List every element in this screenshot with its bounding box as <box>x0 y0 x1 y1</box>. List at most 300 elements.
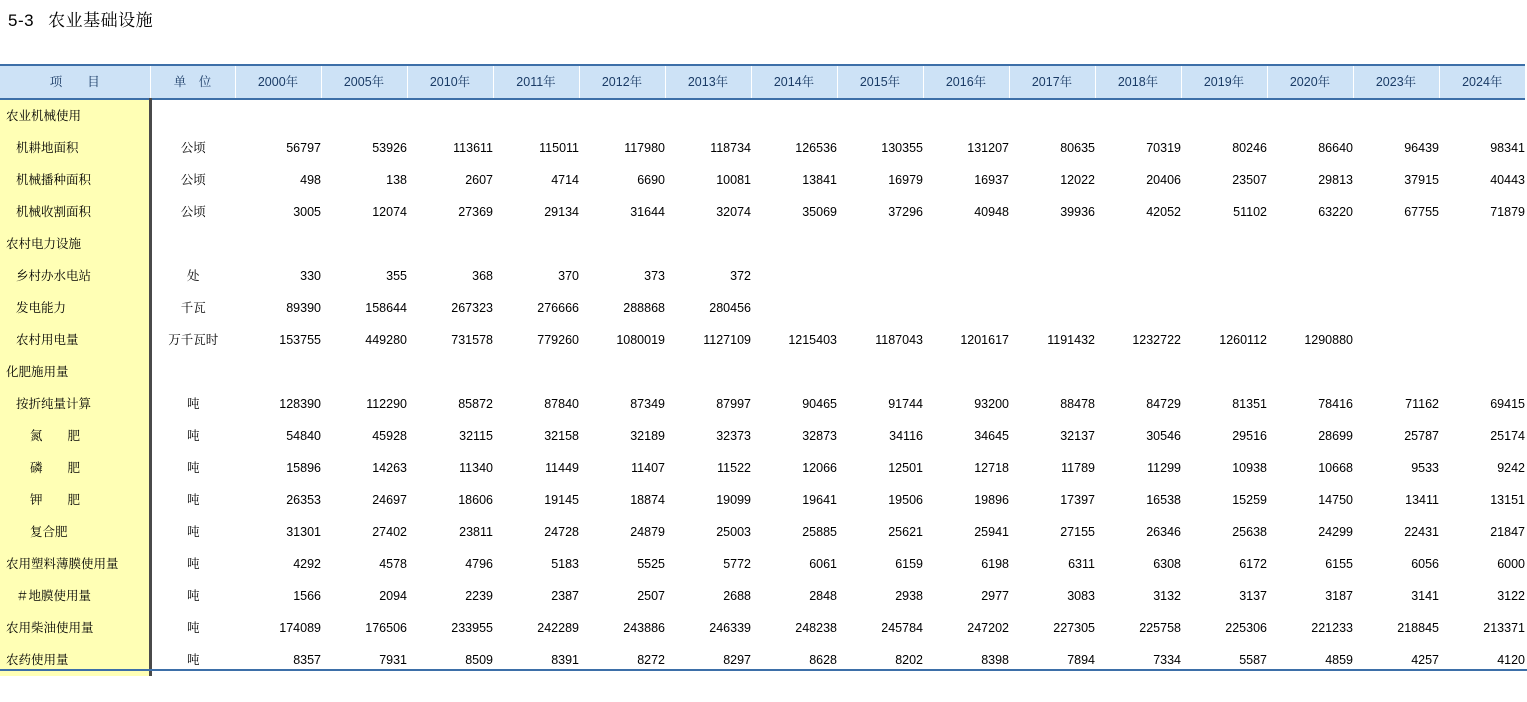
row-value: 4859 <box>1325 653 1353 667</box>
col-header-item: 项 目 <box>0 65 150 99</box>
page-title <box>8 6 153 31</box>
row-value <box>923 99 1009 132</box>
row-value: 243886 <box>623 621 665 635</box>
row-value: 32158 <box>544 429 579 443</box>
row-value: 5587 <box>1239 653 1267 667</box>
row-value: 32115 <box>459 429 493 443</box>
row-value: 11299 <box>1147 461 1181 475</box>
row-value <box>1353 356 1439 388</box>
col-header-2024: 2024年 <box>1439 65 1525 99</box>
col-header-2013: 2013年 <box>665 65 751 99</box>
row-value <box>321 228 407 260</box>
table-row <box>0 484 1525 516</box>
row-value: 17397 <box>1060 493 1095 507</box>
row-value: 19896 <box>974 493 1009 507</box>
row-value <box>1439 324 1525 356</box>
row-value: 40948 <box>974 205 1009 219</box>
row-value: 11522 <box>717 461 751 475</box>
row-value <box>751 356 837 388</box>
row-value: 23507 <box>1232 173 1267 187</box>
row-value <box>751 260 837 292</box>
row-value: 288868 <box>623 301 665 315</box>
row-value <box>665 99 751 132</box>
row-unit: 吨 <box>186 589 200 603</box>
row-value: 23811 <box>459 525 493 539</box>
row-value: 9533 <box>1411 461 1439 475</box>
row-value: 15896 <box>286 461 321 475</box>
row-value: 71162 <box>1405 397 1439 411</box>
row-value: 34116 <box>889 429 923 443</box>
row-value <box>923 228 1009 260</box>
row-value: 6155 <box>1325 557 1353 571</box>
row-value: 3187 <box>1325 589 1353 603</box>
row-value: 3141 <box>1411 589 1439 603</box>
row-value: 32137 <box>1060 429 1095 443</box>
row-value: 1191432 <box>1047 333 1095 347</box>
row-value: 16937 <box>974 173 1009 187</box>
table-row <box>0 132 1525 164</box>
row-unit: 吨 <box>186 653 200 667</box>
row-value <box>1267 292 1353 324</box>
col-header-2023: 2023年 <box>1353 65 1439 99</box>
row-value: 24697 <box>372 493 407 507</box>
row-value <box>1439 99 1525 132</box>
row-unit: 吨 <box>186 493 200 507</box>
row-value <box>493 99 579 132</box>
row-item-label: 农用塑料薄膜使用量 <box>0 548 150 580</box>
row-value: 373 <box>644 269 665 283</box>
row-value: 96439 <box>1404 141 1439 155</box>
row-value: 13411 <box>1405 493 1439 507</box>
row-value: 89390 <box>286 301 321 315</box>
table-bottom-rule <box>0 669 1527 671</box>
row-value: 13151 <box>1490 493 1525 507</box>
row-value: 2977 <box>981 589 1009 603</box>
table-row <box>0 644 1525 676</box>
row-value: 16979 <box>888 173 923 187</box>
row-item-label: 发电能力 <box>0 292 150 324</box>
row-value: 267323 <box>451 301 493 315</box>
row-value: 34645 <box>974 429 1009 443</box>
row-value: 4292 <box>293 557 321 571</box>
row-value: 15259 <box>1232 493 1267 507</box>
row-value: 1290880 <box>1304 333 1353 347</box>
table-header <box>0 65 1525 99</box>
row-value: 6061 <box>809 557 837 571</box>
row-unit: 公顷 <box>180 205 206 219</box>
row-value: 18874 <box>630 493 665 507</box>
row-unit <box>150 228 235 260</box>
row-value: 2607 <box>465 173 493 187</box>
row-unit: 吨 <box>186 461 200 475</box>
row-value: 3005 <box>293 205 321 219</box>
row-value: 86640 <box>1318 141 1353 155</box>
row-value <box>837 228 923 260</box>
table-row <box>0 548 1525 580</box>
row-value: 8628 <box>809 653 837 667</box>
row-value <box>1181 356 1267 388</box>
row-value: 32074 <box>716 205 751 219</box>
row-value <box>1181 260 1267 292</box>
table-body <box>0 99 1525 676</box>
row-value: 6000 <box>1497 557 1525 571</box>
row-item-label: 农村电力设施 <box>0 228 150 260</box>
row-value: 78416 <box>1318 397 1353 411</box>
row-item-label: 乡村办水电站 <box>0 260 150 292</box>
row-value <box>1095 356 1181 388</box>
row-value: 70319 <box>1146 141 1181 155</box>
row-value: 117980 <box>624 141 665 155</box>
row-value: 158644 <box>365 301 407 315</box>
row-unit <box>150 99 235 132</box>
row-value: 14263 <box>372 461 407 475</box>
table-row <box>0 228 1525 260</box>
row-value <box>665 228 751 260</box>
row-value: 7334 <box>1153 653 1181 667</box>
row-value: 12074 <box>372 205 407 219</box>
row-value: 1260112 <box>1219 333 1267 347</box>
row-value: 8398 <box>981 653 1009 667</box>
table-row <box>0 356 1525 388</box>
row-unit: 吨 <box>186 525 200 539</box>
row-value: 12022 <box>1060 173 1095 187</box>
row-unit: 吨 <box>186 429 200 443</box>
row-value: 355 <box>386 269 407 283</box>
row-unit: 吨 <box>186 397 200 411</box>
row-value: 213371 <box>1483 621 1525 635</box>
row-value: 10938 <box>1232 461 1267 475</box>
row-value <box>1353 99 1439 132</box>
row-value: 174089 <box>279 621 321 635</box>
table-row <box>0 260 1525 292</box>
row-value: 18606 <box>458 493 493 507</box>
col-header-2019: 2019年 <box>1181 65 1267 99</box>
row-value: 498 <box>300 173 321 187</box>
table-row <box>0 99 1525 132</box>
row-value: 12066 <box>802 461 837 475</box>
row-value: 1080019 <box>616 333 665 347</box>
row-value: 6690 <box>637 173 665 187</box>
row-value: 6198 <box>981 557 1009 571</box>
row-value: 4257 <box>1411 653 1439 667</box>
row-value: 130355 <box>881 141 923 155</box>
col-header-2020: 2020年 <box>1267 65 1353 99</box>
row-value <box>1439 260 1525 292</box>
row-value <box>407 99 493 132</box>
row-value: 128390 <box>279 397 321 411</box>
row-value: 6056 <box>1411 557 1439 571</box>
row-value: 63220 <box>1318 205 1353 219</box>
row-value: 28699 <box>1318 429 1353 443</box>
row-value: 330 <box>300 269 321 283</box>
row-value: 2387 <box>551 589 579 603</box>
row-value <box>579 99 665 132</box>
row-value: 8357 <box>293 653 321 667</box>
row-value: 3122 <box>1497 589 1525 603</box>
row-value: 115011 <box>539 141 579 155</box>
row-value: 2507 <box>637 589 665 603</box>
row-value: 368 <box>472 269 493 283</box>
row-value: 176506 <box>365 621 407 635</box>
row-item-label: 按折纯量计算 <box>0 388 150 420</box>
row-value <box>837 99 923 132</box>
row-value: 7894 <box>1067 653 1095 667</box>
col-header-unit: 单 位 <box>150 65 235 99</box>
col-header-2010: 2010年 <box>407 65 493 99</box>
page-title-text: 农业基础设施 <box>48 11 154 30</box>
row-value: 2094 <box>379 589 407 603</box>
row-value <box>1181 292 1267 324</box>
row-value: 31644 <box>630 205 665 219</box>
row-item-label: 复合肥 <box>0 516 150 548</box>
table-row <box>0 452 1525 484</box>
row-value: 45928 <box>372 429 407 443</box>
row-value <box>1439 292 1525 324</box>
row-value: 31301 <box>286 525 321 539</box>
col-header-2018: 2018年 <box>1095 65 1181 99</box>
row-item-label: ＃地膜使用量 <box>0 580 150 612</box>
table-row <box>0 292 1525 324</box>
row-value: 25003 <box>716 525 751 539</box>
row-value <box>579 356 665 388</box>
row-unit: 万千瓦时 <box>168 333 219 347</box>
row-value <box>923 292 1009 324</box>
row-value: 24728 <box>544 525 579 539</box>
row-item-label: 机械播种面积 <box>0 164 150 196</box>
row-value <box>1181 228 1267 260</box>
row-value: 93200 <box>974 397 1009 411</box>
row-item-label: 磷 肥 <box>0 452 150 484</box>
row-value: 126536 <box>795 141 837 155</box>
row-value: 67755 <box>1404 205 1439 219</box>
row-value: 247202 <box>967 621 1009 635</box>
row-value: 8202 <box>895 653 923 667</box>
row-value: 3083 <box>1067 589 1095 603</box>
row-value <box>579 228 665 260</box>
row-value <box>837 260 923 292</box>
row-value: 80635 <box>1060 141 1095 155</box>
row-value: 87349 <box>630 397 665 411</box>
row-value: 90465 <box>802 397 837 411</box>
table-header-row <box>0 65 1525 99</box>
row-unit: 处 <box>186 269 200 283</box>
table-row <box>0 612 1525 644</box>
row-value: 27369 <box>458 205 493 219</box>
row-value: 131207 <box>967 141 1009 155</box>
row-item-label: 机耕地面积 <box>0 132 150 164</box>
row-value: 27402 <box>372 525 407 539</box>
col-header-2000: 2000年 <box>235 65 321 99</box>
row-value: 81351 <box>1232 397 1267 411</box>
row-value: 88478 <box>1060 397 1095 411</box>
table-row <box>0 388 1525 420</box>
row-value: 84729 <box>1146 397 1181 411</box>
row-unit: 公顷 <box>180 173 206 187</box>
row-value <box>1095 99 1181 132</box>
row-value: 5183 <box>551 557 579 571</box>
row-value <box>751 228 837 260</box>
row-value: 4714 <box>551 173 579 187</box>
row-value: 22431 <box>1404 525 1439 539</box>
row-value <box>923 356 1009 388</box>
col-header-2017: 2017年 <box>1009 65 1095 99</box>
row-value: 2239 <box>465 589 493 603</box>
row-value: 221233 <box>1311 621 1353 635</box>
row-value <box>1009 260 1095 292</box>
row-value <box>1439 228 1525 260</box>
row-value: 13841 <box>802 173 837 187</box>
row-value: 11407 <box>631 461 665 475</box>
row-item-label: 化肥施用量 <box>0 356 150 388</box>
row-value: 19099 <box>716 493 751 507</box>
row-item-label: 机械收割面积 <box>0 196 150 228</box>
row-value: 25621 <box>888 525 923 539</box>
row-value: 370 <box>558 269 579 283</box>
row-value: 21847 <box>1490 525 1525 539</box>
row-value: 449280 <box>365 333 407 347</box>
row-value: 19145 <box>544 493 579 507</box>
row-value: 1215403 <box>788 333 837 347</box>
row-value: 225306 <box>1225 621 1267 635</box>
row-value: 14750 <box>1318 493 1353 507</box>
row-value: 37915 <box>1404 173 1439 187</box>
row-value: 245784 <box>881 621 923 635</box>
row-value: 27155 <box>1060 525 1095 539</box>
row-value: 26346 <box>1146 525 1181 539</box>
row-value: 71879 <box>1490 205 1525 219</box>
row-value <box>923 260 1009 292</box>
row-value: 248238 <box>795 621 837 635</box>
row-value: 225758 <box>1139 621 1181 635</box>
row-value: 53926 <box>372 141 407 155</box>
row-value <box>1353 324 1439 356</box>
row-value <box>751 292 837 324</box>
row-value: 24879 <box>630 525 665 539</box>
row-unit: 吨 <box>186 557 200 571</box>
col-header-2012: 2012年 <box>579 65 665 99</box>
row-unit: 公顷 <box>180 141 206 155</box>
row-value <box>1267 99 1353 132</box>
row-value <box>1353 260 1439 292</box>
table-row <box>0 196 1525 228</box>
row-value: 2848 <box>809 589 837 603</box>
row-value: 6159 <box>895 557 923 571</box>
row-value: 91744 <box>888 397 923 411</box>
row-value: 11340 <box>459 461 493 475</box>
row-value <box>1095 260 1181 292</box>
row-value: 118734 <box>710 141 751 155</box>
page-title-number: 5-3 <box>8 11 35 30</box>
col-header-2005: 2005年 <box>321 65 407 99</box>
row-value: 7931 <box>379 653 407 667</box>
row-value: 24299 <box>1318 525 1353 539</box>
row-value: 56797 <box>286 141 321 155</box>
row-value <box>1009 292 1095 324</box>
row-value: 113611 <box>453 141 493 155</box>
row-value: 3137 <box>1239 589 1267 603</box>
row-value: 69415 <box>1490 397 1525 411</box>
row-value: 8272 <box>637 653 665 667</box>
row-value: 87840 <box>544 397 579 411</box>
row-value: 85872 <box>458 397 493 411</box>
row-value <box>1009 228 1095 260</box>
row-value <box>235 228 321 260</box>
row-value <box>493 228 579 260</box>
row-value: 6172 <box>1239 557 1267 571</box>
row-value <box>1439 356 1525 388</box>
row-value: 1187043 <box>875 333 923 347</box>
row-value: 16538 <box>1146 493 1181 507</box>
row-value: 54840 <box>286 429 321 443</box>
row-value: 246339 <box>709 621 751 635</box>
row-value <box>1267 228 1353 260</box>
row-unit: 千瓦 <box>180 301 206 315</box>
row-value: 25638 <box>1232 525 1267 539</box>
row-value: 3132 <box>1153 589 1181 603</box>
table-row <box>0 164 1525 196</box>
row-value: 12501 <box>888 461 923 475</box>
row-value: 26353 <box>286 493 321 507</box>
agriculture-infrastructure-table <box>0 64 1525 676</box>
row-value: 32873 <box>802 429 837 443</box>
row-value <box>235 356 321 388</box>
row-value: 10081 <box>716 173 751 187</box>
row-value <box>837 356 923 388</box>
row-value <box>1009 356 1095 388</box>
row-value: 25885 <box>802 525 837 539</box>
row-value <box>493 356 579 388</box>
row-value <box>407 356 493 388</box>
row-value <box>751 99 837 132</box>
row-value: 19641 <box>802 493 837 507</box>
row-value <box>321 99 407 132</box>
row-value: 11789 <box>1061 461 1095 475</box>
row-value <box>1267 260 1353 292</box>
row-value: 25787 <box>1404 429 1439 443</box>
row-value: 98341 <box>1490 141 1525 155</box>
table-row <box>0 516 1525 548</box>
row-value: 9242 <box>1497 461 1525 475</box>
row-value: 153755 <box>279 333 321 347</box>
row-value: 80246 <box>1232 141 1267 155</box>
row-value: 37296 <box>888 205 923 219</box>
row-item-label: 农村用电量 <box>0 324 150 356</box>
row-value: 4120 <box>1497 653 1525 667</box>
row-value: 6308 <box>1153 557 1181 571</box>
table-row <box>0 580 1525 612</box>
row-value: 32189 <box>630 429 665 443</box>
row-value: 280456 <box>709 301 751 315</box>
row-value <box>321 356 407 388</box>
row-value: 112290 <box>366 397 407 411</box>
row-value: 51102 <box>1233 205 1267 219</box>
row-item-label: 农用柴油使用量 <box>0 612 150 644</box>
row-value: 8391 <box>551 653 579 667</box>
row-value <box>1095 228 1181 260</box>
row-value <box>1353 292 1439 324</box>
row-value: 32373 <box>716 429 751 443</box>
row-value <box>1009 99 1095 132</box>
row-item-label: 钾 肥 <box>0 484 150 516</box>
row-value: 30546 <box>1146 429 1181 443</box>
row-value: 779260 <box>537 333 579 347</box>
row-value: 242289 <box>537 621 579 635</box>
row-value: 227305 <box>1053 621 1095 635</box>
col-header-2016: 2016年 <box>923 65 1009 99</box>
row-value: 8297 <box>723 653 751 667</box>
row-value: 1127109 <box>703 333 751 347</box>
row-value: 11449 <box>545 461 579 475</box>
